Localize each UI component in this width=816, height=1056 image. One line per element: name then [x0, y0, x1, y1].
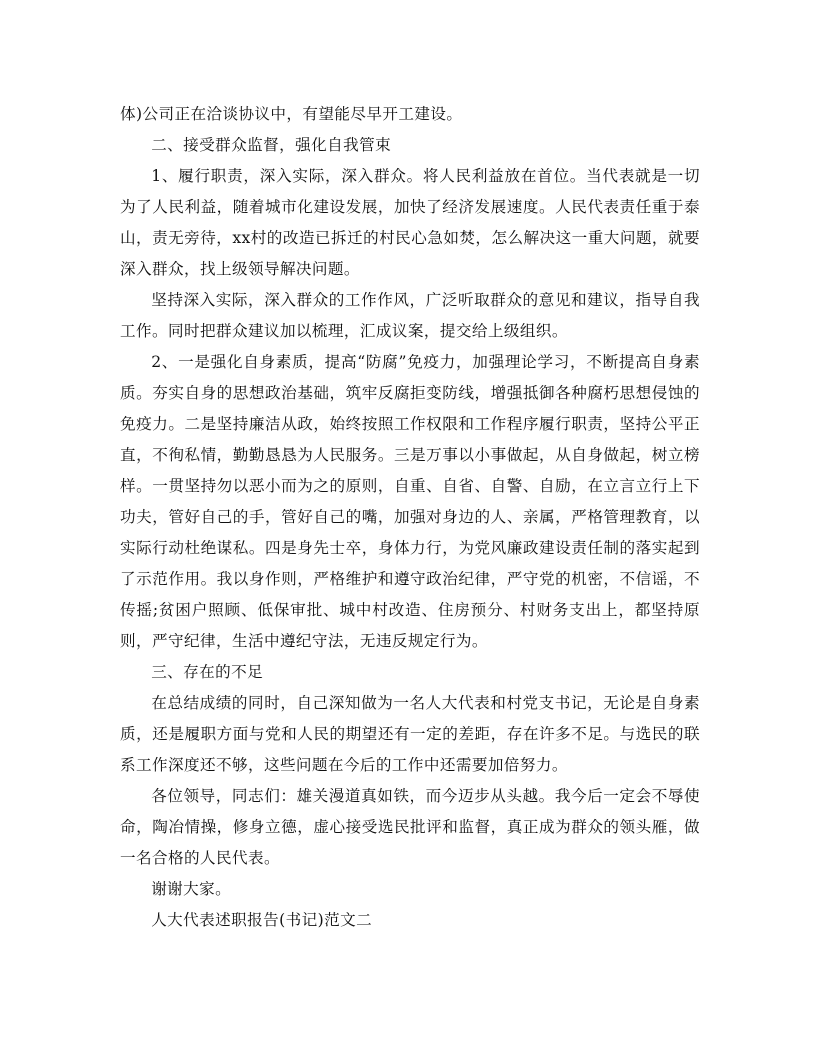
paragraph-shortcomings: 在总结成绩的同时，自己深知做为一名人大代表和村党支书记，无论是自身素质，还是履职方面与党和人民的期望还有一定的差距，存在许多不足。与选民的联系工作深度还不够，这些问题在今后的工作中还需要加倍努力。	[120, 694, 700, 774]
paragraph-self-quality: 2、一是强化自身素质，提高“防腐”免疫力，加强理论学习，不断提高自身素质。夯实自身的思想政治基础，筑牢反腐拒变防线，增强抵御各种腐朽思想侵蚀的免疫力。二是坚持廉洁从政，始终按照工作权限和工作程序履行职责，坚持公平正直，不徇私情，勤勤恳恳为人民服务。三是万事以小事做起，从自身做起，树立榜样。一贯坚持勿以恶小而为之的原则，自重、自省、自警、自励，在立言立行上下功夫，管好自己的手，管好自己的嘴，加强对身边的人、亲属，严格管理教育，以实际行动杜绝谋私。四是身先士卒，身体力行，为党风廉政建设责任制的落实起到了示范作用。我以身作则，严格维护和遵守政治纪律，严守党的机密，不信谣，不传摇;贫困户照顾、低保审批、城中村改造、住房预分、村财务支出上，都坚持原则，严守纪律，生活中遵纪守法，无违反规定行为。	[120, 353, 700, 650]
section-heading-accept-supervision: 二、接受群众监督，强化自我管束	[151, 136, 392, 154]
document-body	[120, 99, 700, 936]
paragraph-continuation: 体)公司正在洽谈协议中，有望能尽早开工建设。	[120, 105, 463, 123]
paragraph-perform-duties: 1、履行职责，深入实际，深入群众。将人民利益放在首位。当代表就是一切为了人民利益，随着城市化建设发展，加快了经济发展速度。人民代表责任重于泰山，责无旁待，xx村的改造已拆迁的村民心急如焚，怎么解决这一重大问题，就要深入群众，找上级领导解决问题。	[120, 167, 700, 278]
paragraph-work-style: 坚持深入实际，深入群众的工作作风，广泛听取群众的意见和建议，指导自我工作。同时把群众建议加以梳理，汇成议案，提交给上级组织。	[120, 291, 700, 340]
paragraph-closing: 各位领导，同志们：雄关漫道真如铁，而今迈步从头越。我今后一定会不辱使命，陶冶情操，修身立德，虚心接受选民批评和监督，真正成为群众的领头雁，做一名合格的人民代表。	[120, 787, 700, 867]
paragraph-thanks: 谢谢大家。	[151, 880, 232, 898]
section-heading-shortcomings: 三、存在的不足	[151, 663, 264, 681]
next-section-title: 人大代表述职报告(书记)范文二	[151, 911, 373, 929]
